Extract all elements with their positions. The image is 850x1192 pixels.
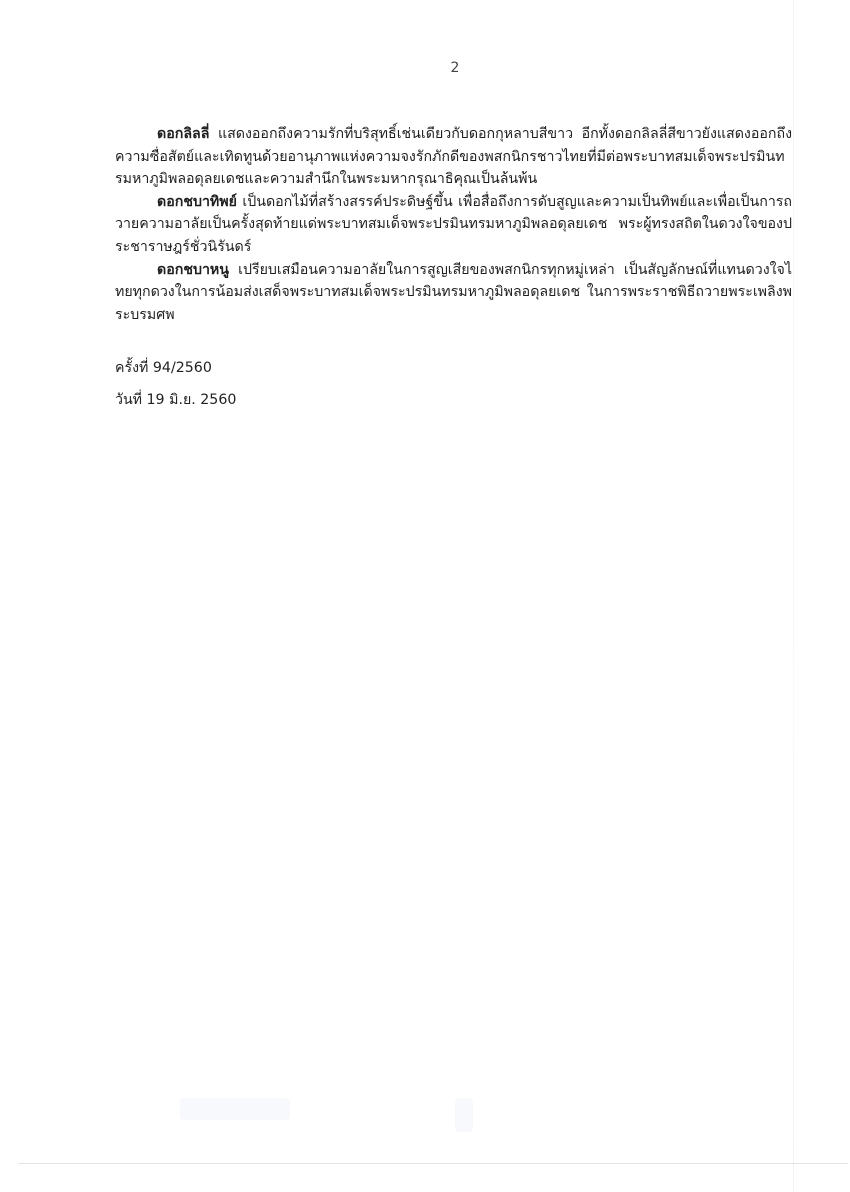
scan-artifact [455, 1098, 473, 1132]
scan-edge-line [793, 0, 794, 1192]
paragraph-text: แสดงออกถึงความรักที่บริสุทธิ์เช่นเดียวกับดอกกุหลาบสีขาว อีกทั้งดอกลิลลี่สีขาวยังแสดงออกถึงความซื่อสัตย์และเทิดทูนด้วยอานุภาพแห่งความจงรักภักดีของพสกนิกรชาวไทยที่มีต่อพระบาทสมเด็จพระปรมินทรมหาภูมิพลอดุลยเดชและความสำนึกในพระมหากรุณาธิคุณเป็นล้นพ้น [115, 126, 792, 188]
document-body [115, 123, 792, 326]
paragraph-term: ดอกชบาหนู [157, 261, 229, 278]
paragraph-text: เปรียบเสมือนความอาลัยในการสูญเสียของพสกนิกรทุกหมู่เหล่า เป็นสัญลักษณ์ที่แทนดวงใจไทยทุกดวงในการน้อมส่งเสด็จพระบาทสมเด็จพระปรมินทรมหาภูมิพลอดุลยเดช ในการพระราชพิธีถวายพระเพลิงพระบรมศพ [115, 261, 793, 323]
paragraph-chaba-nu [115, 259, 792, 327]
paragraph-lily [115, 123, 792, 191]
paragraph-text: เป็นดอกไม้ที่สร้างสรรค์ประดิษฐ์ขึ้น เพื่อสื่อถึงการดับสูญและความเป็นทิพย์และเพื่อเป็นการถวายความอาลัยเป็นครั้งสุดท้ายแด่พระบาทสมเด็จพระปรมินทรมหาภูมิพลอดุลยเดช พระผู้ทรงสถิตในดวงใจของประชาราษฎร์ชั่วนิรันดร์ [115, 193, 793, 255]
page-number: 2 [450, 60, 460, 76]
issue-number: ครั้งที่ 94/2560 [115, 360, 212, 376]
issue-date: วันที่ 19 มิ.ย. 2560 [115, 392, 237, 408]
scan-artifact [180, 1098, 290, 1120]
paragraph-chaba-thip [115, 191, 792, 259]
footer-rule [18, 1163, 848, 1164]
paragraph-term: ดอกชบาทิพย์ [157, 193, 237, 210]
paragraph-term: ดอกลิลลี่ [157, 126, 210, 142]
